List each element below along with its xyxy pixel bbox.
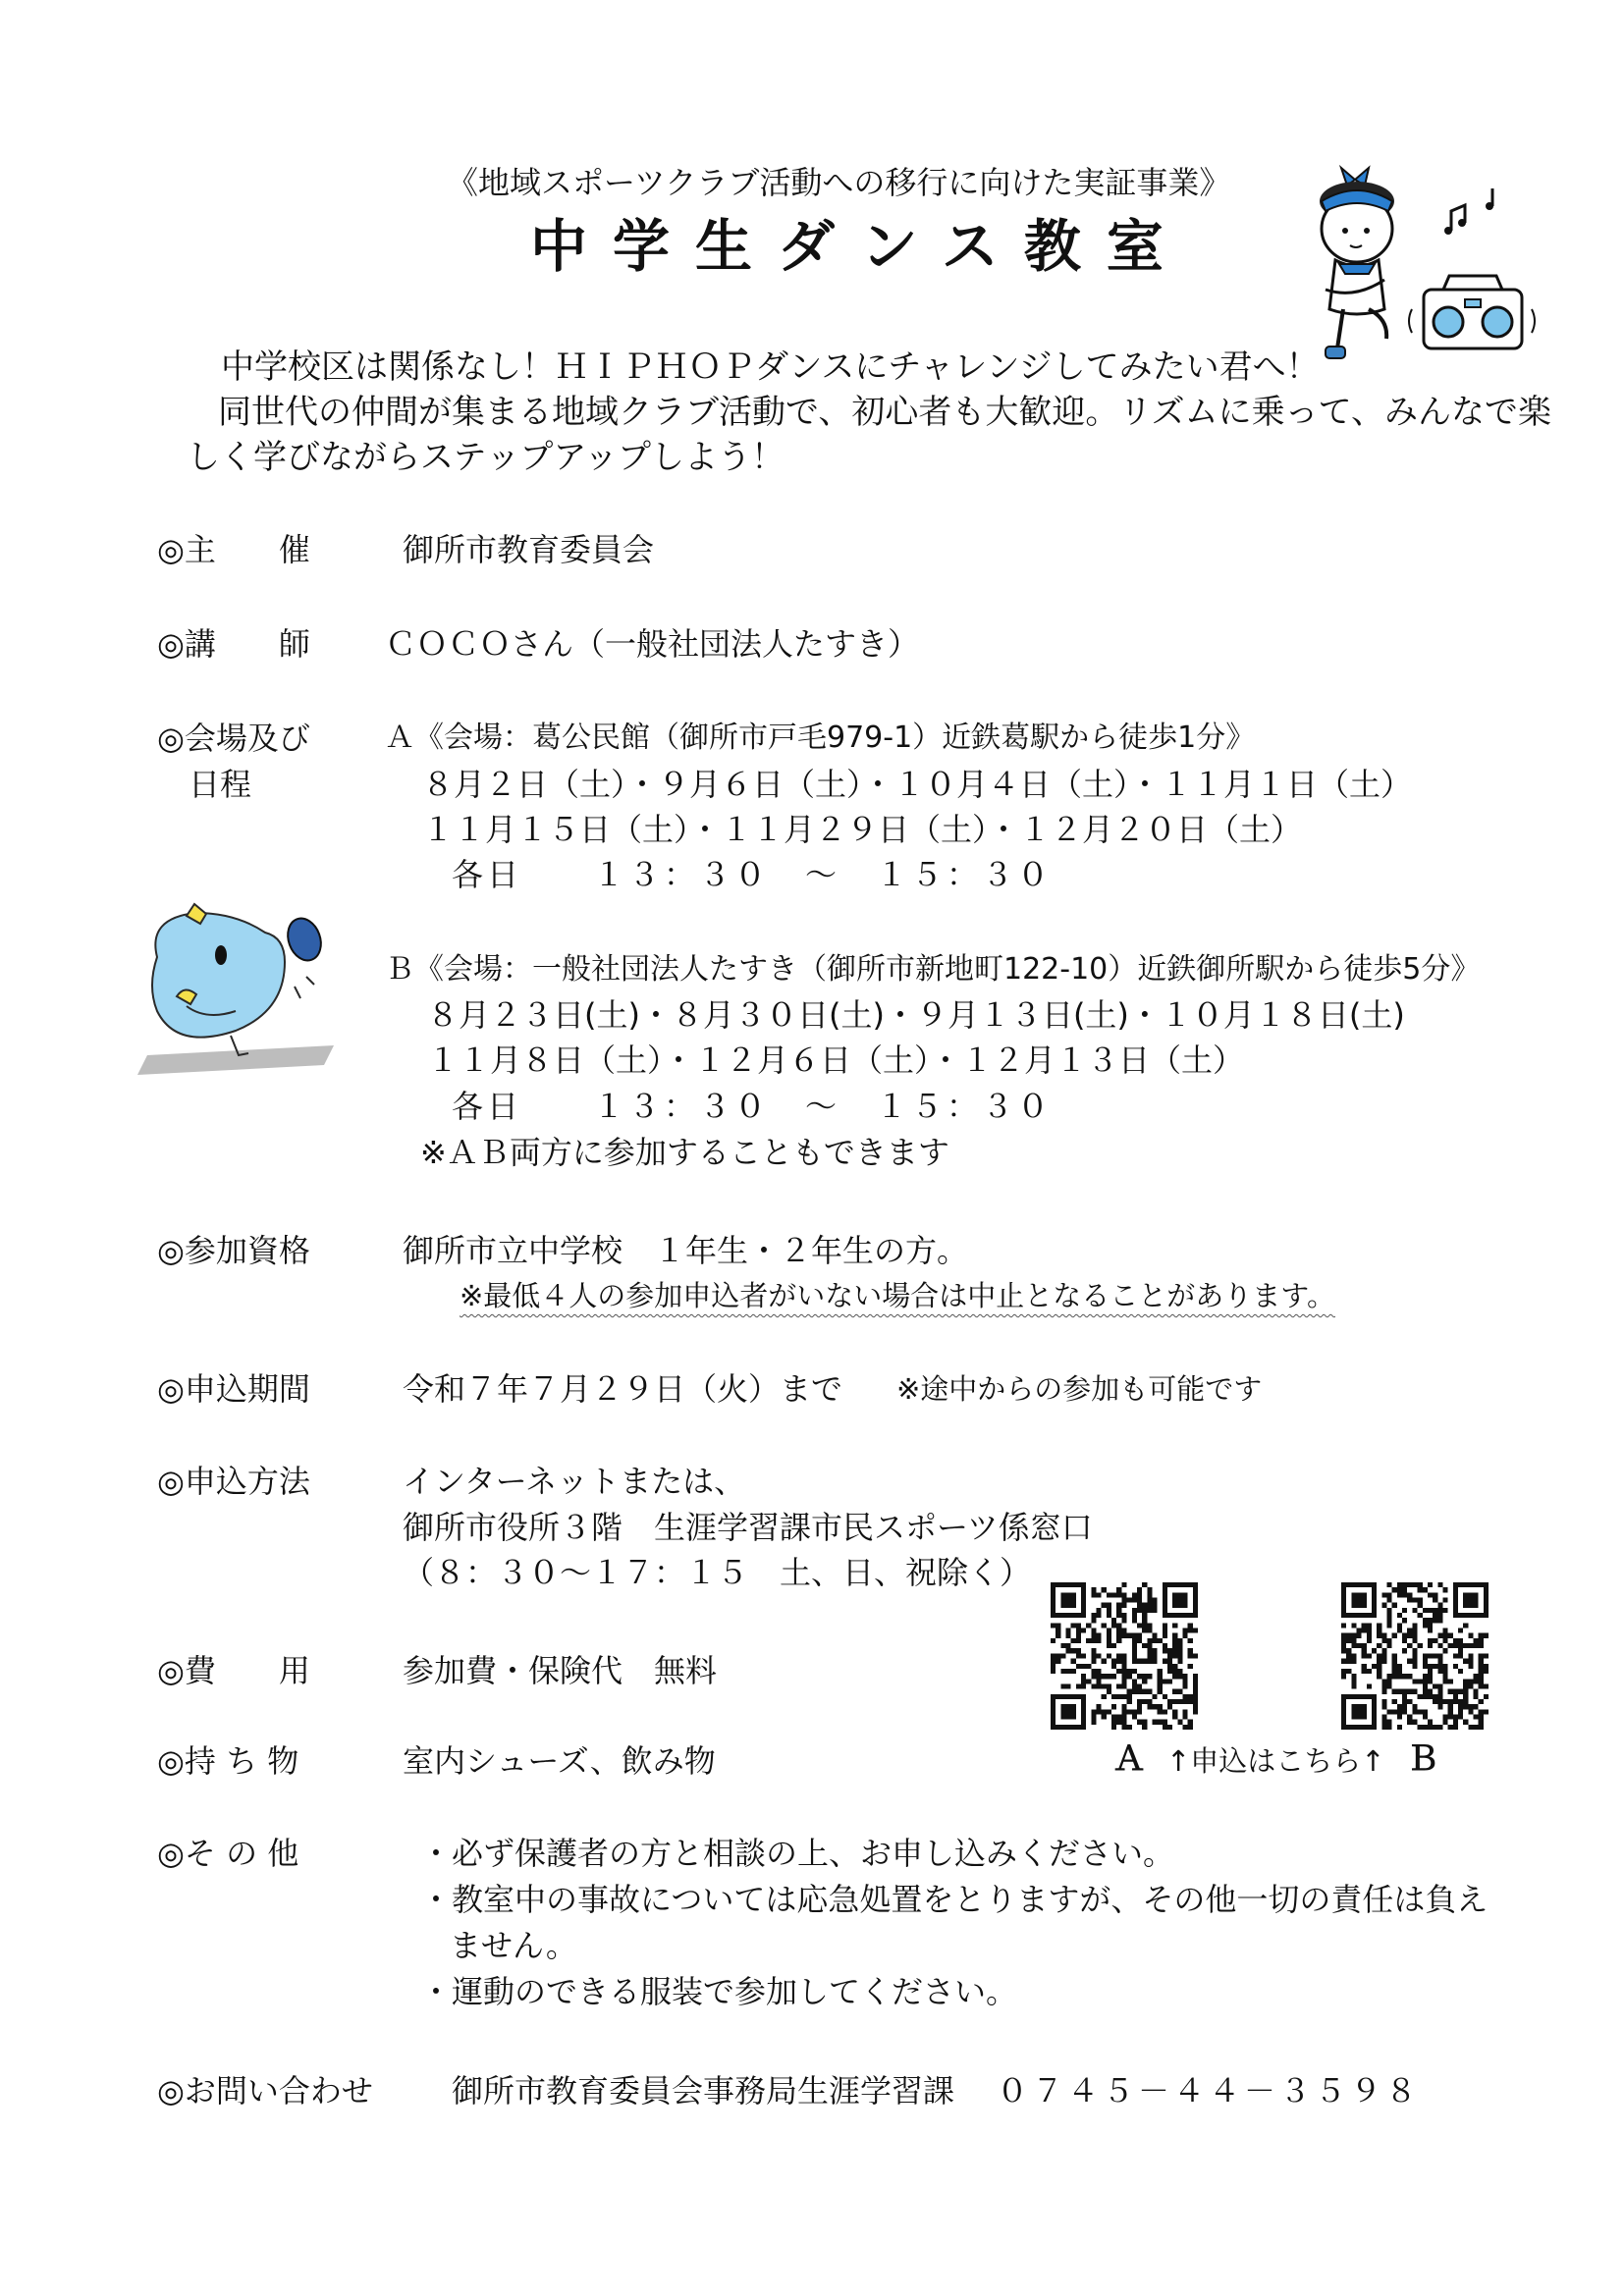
venue-a-time: 各日 １３：３０ ～ １５：３０ bbox=[452, 856, 1054, 893]
venue-label: ◎会場及び bbox=[157, 720, 310, 757]
dancer-illustration bbox=[1296, 162, 1551, 373]
intro-line-2: 同世代の仲間が集まる地域クラブ活動で、初心者も大歓迎。リズムに乗って、みんなで楽 bbox=[218, 393, 1551, 432]
venue-a-dates-2: １１月１５日（土）・１１月２９日（土）・１２月２０日（土） bbox=[422, 811, 1303, 848]
method-line-2: 御所市役所３階 生涯学習課市民スポーツ係窓口 bbox=[403, 1509, 1093, 1546]
organizer-label: ◎主 催 bbox=[157, 531, 310, 568]
subtitle: 《地域スポーツクラブ活動への移行に向けた実証事業》 bbox=[447, 164, 1231, 201]
method-label: ◎申込方法 bbox=[157, 1463, 310, 1500]
venue-note: ※ＡＢ両方に参加することもできます bbox=[420, 1134, 949, 1171]
instructor-value: ＣＯＣＯさん（一般社団法人たすき） bbox=[385, 625, 920, 663]
other-item-2: ・教室中の事故については応急処置をとりますが、その他一切の責任は負え bbox=[420, 1881, 1489, 1918]
qr-label-b: Ｂ bbox=[1406, 1739, 1439, 1779]
intro-line-1: 中学校区は関係なし！ＨＩＰＨＯＰダンスにチャレンジしてみたい君へ！ bbox=[221, 347, 1320, 387]
period-label: ◎申込期間 bbox=[157, 1370, 310, 1408]
period-value: 令和７年７月２９日（火）まで bbox=[403, 1370, 843, 1408]
schedule-label: 日程 bbox=[189, 766, 252, 803]
organizer-value: 御所市教育委員会 bbox=[403, 531, 655, 568]
qr-code-b[interactable] bbox=[1341, 1582, 1489, 1730]
eligibility-label: ◎参加資格 bbox=[157, 1232, 310, 1269]
other-label: ◎そ の 他 bbox=[157, 1835, 299, 1872]
qr-code-a[interactable] bbox=[1051, 1582, 1198, 1730]
qr-caption: ↑申込はこちら↑ bbox=[1166, 1744, 1385, 1778]
contact-value: 御所市教育委員会事務局生涯学習課 bbox=[452, 2072, 955, 2109]
venue-a-heading: Ａ《会場：葛公民館（御所市戸毛979-1）近鉄葛駅から徒歩1分》 bbox=[385, 721, 1256, 755]
period-note: ※途中からの参加も可能です bbox=[896, 1372, 1263, 1406]
method-line-1: インターネットまたは、 bbox=[403, 1463, 746, 1500]
eligibility-value: 御所市立中学校 １年生・２年生の方。 bbox=[403, 1232, 969, 1269]
venue-a-dates-1: ８月２日（土）・９月６日（土）・１０月４日（土）・１１月１日（土） bbox=[422, 766, 1413, 803]
other-item-2-cont: ません。 bbox=[450, 1927, 577, 1964]
fee-value: 参加費・保険代 無料 bbox=[403, 1652, 718, 1689]
method-line-3: （８：３０～１７：１５ 土、日、祝除く） bbox=[403, 1554, 1032, 1591]
intro-line-3: しく学びながらステップアップしよう！ bbox=[187, 438, 785, 477]
items-value: 室内シューズ、飲み物 bbox=[403, 1742, 716, 1780]
instructor-label: ◎講 師 bbox=[157, 625, 310, 663]
other-item-3: ・運動のできる服装で参加してください。 bbox=[420, 1973, 1018, 2010]
venue-b-heading: Ｂ《会場：一般社団法人たすき（御所市新地町122-10）近鉄御所駅から徒歩5分》 bbox=[385, 952, 1481, 987]
venue-b-dates-2: １１月８日（土）・１２月６日（土）・１２月１３日（土） bbox=[427, 1041, 1245, 1079]
contact-phone: ０７４５－４４－３５９８ bbox=[997, 2072, 1422, 2109]
qr-label-a: Ａ bbox=[1112, 1739, 1146, 1779]
page-title: 中学生ダンス教室 bbox=[530, 213, 1189, 280]
eligibility-note: ※最低４人の参加申込者がいない場合は中止となることがあります。 bbox=[460, 1279, 1335, 1312]
contact-label: ◎お問い合わせ bbox=[157, 2072, 373, 2109]
other-item-1: ・必ず保護者の方と相談の上、お申し込みください。 bbox=[420, 1835, 1175, 1872]
venue-b-time: 各日 １３：３０ ～ １５：３０ bbox=[452, 1088, 1054, 1125]
fee-label: ◎費 用 bbox=[157, 1652, 310, 1689]
venue-b-dates-1: ８月２３日(土)・８月３０日(土)・９月１３日(土)・１０月１８日(土) bbox=[427, 996, 1405, 1034]
bird-illustration bbox=[128, 898, 349, 1095]
items-label: ◎持 ち 物 bbox=[157, 1742, 299, 1780]
